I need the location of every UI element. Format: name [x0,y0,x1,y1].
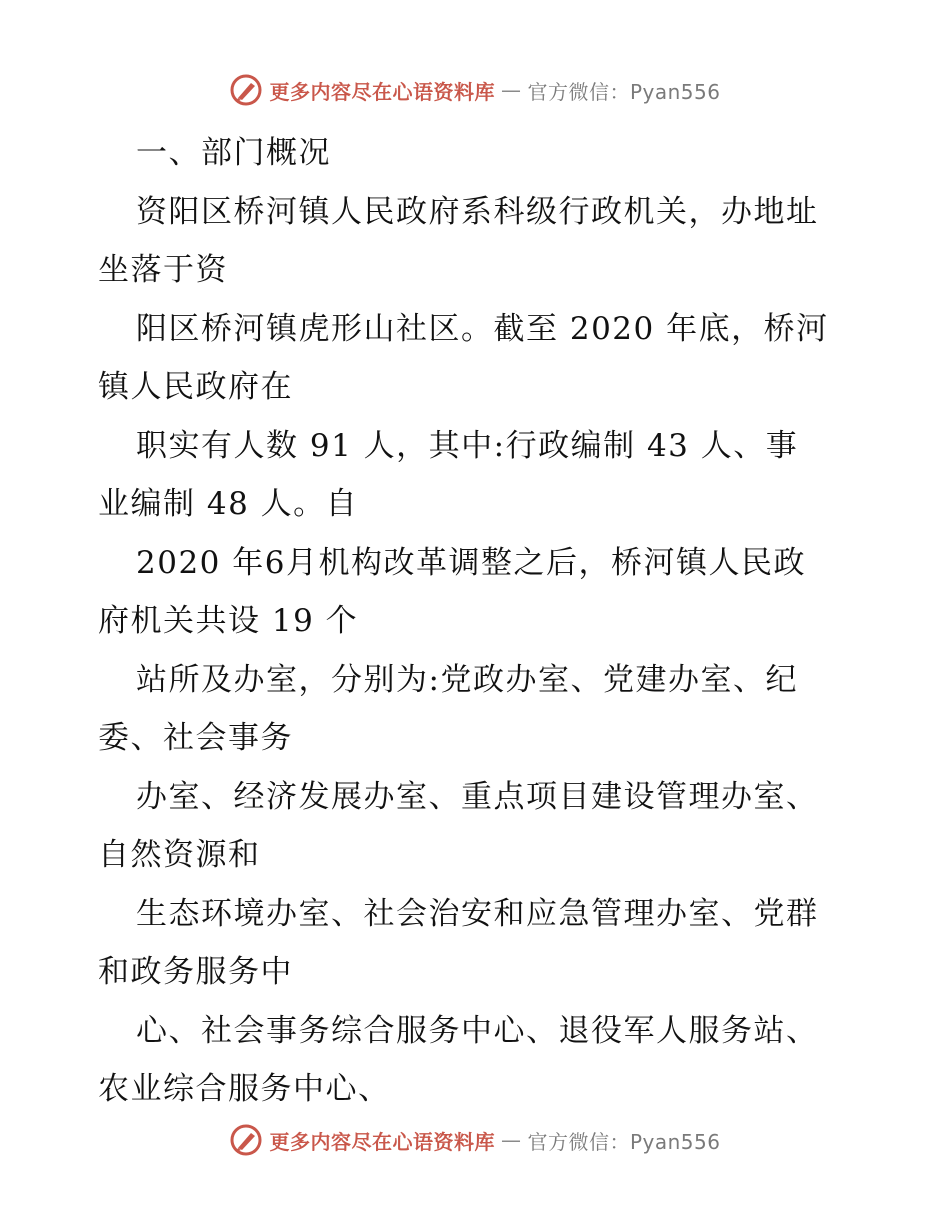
watermark-separator: — [500,1128,522,1152]
paragraph-line: 站所及办室，分别为:党政办室、党建办室、纪 [136,661,798,698]
watermark-text: 更多内容尽在心语资料库 [269,1129,495,1154]
paragraph-line: 业编制 48 人。自 [98,486,359,522]
pen-logo-icon [229,73,263,107]
paragraph-line: 府机关共设 19 个 [98,603,359,639]
paragraph-line: 办室、经济发展办室、重点项目建设管理办室、 [136,778,819,815]
document-body [98,124,858,1119]
watermark-text: 更多内容尽在心语资料库 [269,79,495,104]
paragraph-line: 镇人民政府在 [98,369,293,405]
section-heading: 一、部门概况 [136,135,331,171]
paragraph-line: 委、社会事务 [98,720,293,756]
watermark-header [0,70,950,110]
paragraph-line: 2020 年6月机构改革调整之后，桥河镇人民政 [136,544,806,581]
paragraph-line: 农业综合服务中心、 [98,1071,391,1107]
paragraph-line: 生态环境办室、社会治安和应急管理办室、党群 [136,895,819,932]
watermark-footer [0,1120,950,1160]
pen-logo-icon [229,1123,263,1157]
paragraph-line: 阳区桥河镇虎形山社区。截至 2020 年底，桥河 [136,310,829,347]
paragraph-line: 职实有人数 91 人，其中:行政编制 43 人、事 [136,427,799,464]
paragraph-line: 自然资源和 [98,837,261,873]
watermark-contact: 官方微信：Pyan556 [527,79,721,104]
watermark-separator: — [500,78,522,102]
paragraph-line: 心、社会事务综合服务中心、退役军人服务站、 [136,1012,819,1049]
watermark-contact: 官方微信：Pyan556 [527,1129,721,1154]
paragraph-line: 和政务服务中 [98,954,293,990]
paragraph-line: 资阳区桥河镇人民政府系科级行政机关，办地址 [136,193,819,230]
paragraph-line: 坐落于资 [98,252,228,288]
